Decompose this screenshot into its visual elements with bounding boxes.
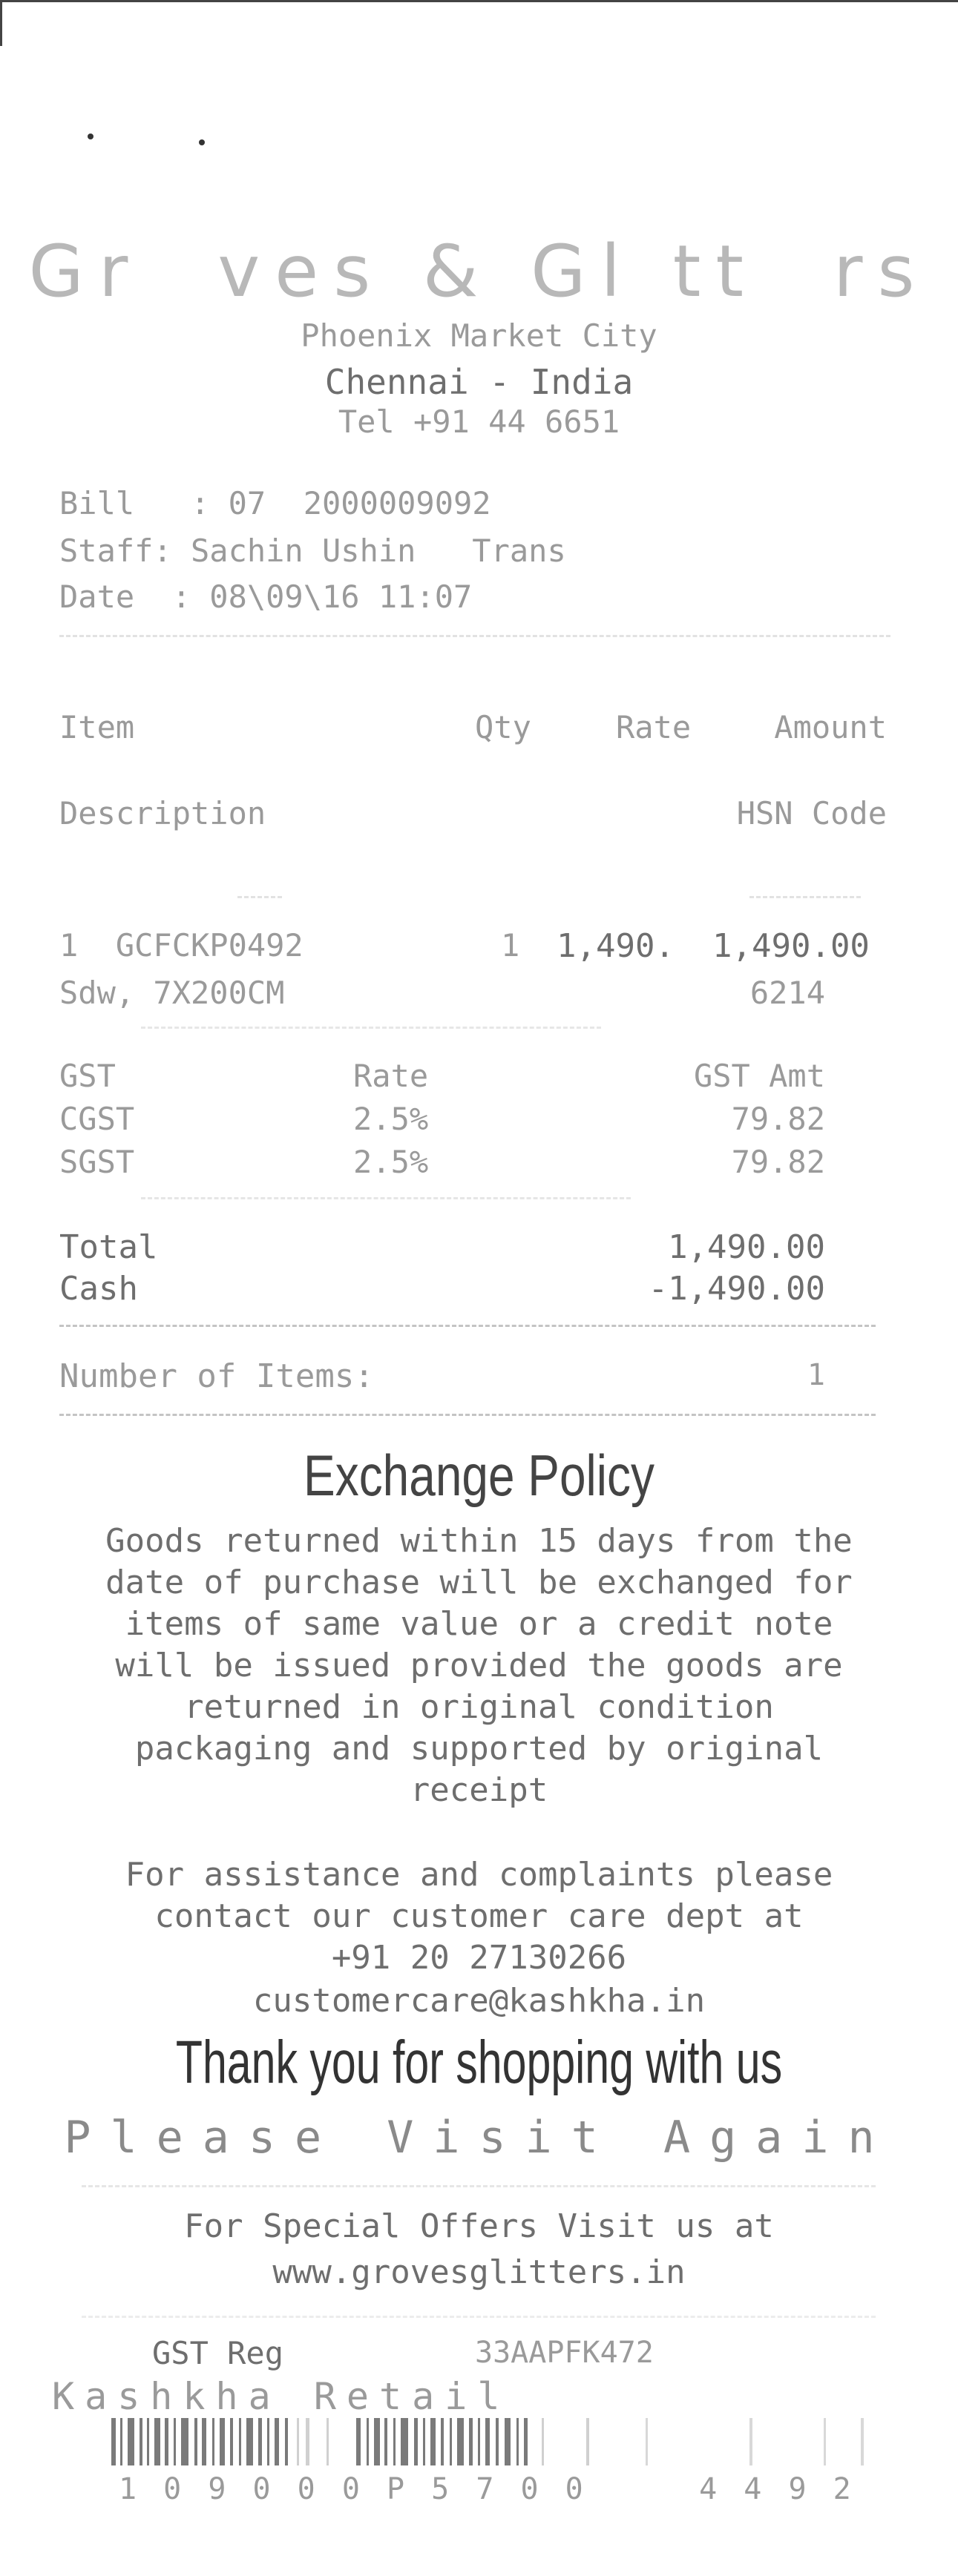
item-description: Sdw, 7X200CM [59,975,285,1011]
col-header-item: Item [59,709,135,745]
store-phone: Tel +91 44 6651 [338,403,620,440]
receipt-left-edge [0,0,2,46]
item-count-label: Number of Items: [59,1357,374,1395]
separator [141,1197,631,1199]
col-header-hsn: HSN Code [736,795,887,831]
gst-rate: 2.5% [353,1101,429,1137]
col-header-description: Description [59,795,266,831]
policy-title: Exchange Policy [304,1443,654,1508]
bill-number: Bill : 07 2000009092 [59,485,491,521]
gst-amount: 79.82 [731,1101,825,1137]
barcode-number: 1 0 9 0 0 0 P 5 7 0 0 4 4 9 2 [119,2472,856,2506]
visit-again-message: Please Visit Again [64,2112,894,2164]
gst-amount: 79.82 [731,1144,825,1180]
separator [59,1325,876,1327]
separator [82,2316,876,2318]
item-amount: 1,490.00 [712,927,870,965]
gst-header-amount: GST Amt [693,1058,825,1094]
assistance-line: For assistance and complaints please [125,1856,833,1894]
policy-line: will be issued provided the goods are [115,1647,843,1684]
separator [749,896,861,898]
receipt-top-edge [0,0,958,2]
cash-value: -1,490.00 [648,1270,825,1308]
transaction-date: Date : 08\09\16 11:07 [59,579,473,615]
col-header-amount: Amount [774,709,887,745]
gst-reg-value: 33AAPFK472 [475,2336,654,2370]
assistance-phone: +91 20 27130266 [331,1939,627,1977]
item-rate: 1,490. [557,927,675,965]
gst-label: CGST [59,1101,135,1137]
item-count-value: 1 [807,1358,825,1392]
gst-header-rate: Rate [353,1058,429,1094]
thank-you-message: Thank you for shopping with us [175,2029,783,2096]
policy-line: date of purchase will be exchanged for [105,1564,853,1601]
gst-rate: 2.5% [353,1144,429,1180]
separator [237,896,282,898]
separator [82,2185,876,2187]
print-speck [88,134,93,139]
barcode [111,2418,890,2465]
gst-header-label: GST [59,1058,116,1094]
staff-info: Staff: Sachin Ushin Trans [59,533,566,569]
total-value: 1,490.00 [668,1228,825,1266]
policy-line: packaging and supported by original [134,1730,824,1768]
policy-line: items of same value or a credit note [125,1605,833,1643]
policy-line: Goods returned within 15 days from the [105,1522,853,1560]
policy-line: receipt [410,1771,548,1809]
separator [59,1414,876,1416]
item-qty: 1 [501,927,520,963]
store-address: Phoenix Market City [301,317,657,354]
assistance-email: customercare@kashkha.in [252,1982,706,2020]
item-code: 1 GCFCKP0492 [59,927,304,963]
policy-line: returned in original condition [184,1688,774,1726]
company-name: Kashkha Retail [52,2375,511,2418]
separator [59,635,890,637]
col-header-rate: Rate [616,709,692,745]
print-speck [199,139,205,145]
offers-line: For Special Offers Visit us at [184,2207,774,2245]
store-name: Gr ves & Gl tt rs [28,230,930,313]
gst-label: SGST [59,1144,135,1180]
item-hsn: 6214 [749,975,825,1011]
gst-reg-label: GST Reg [152,2335,284,2371]
cash-label: Cash [59,1270,138,1308]
assistance-line: contact our customer care dept at [154,1897,804,1935]
separator [141,1027,601,1029]
store-city: Chennai - India [324,362,634,402]
col-header-qty: Qty [475,709,531,745]
total-label: Total [59,1228,158,1266]
offers-website: www.grovesglitters.in [272,2253,686,2291]
